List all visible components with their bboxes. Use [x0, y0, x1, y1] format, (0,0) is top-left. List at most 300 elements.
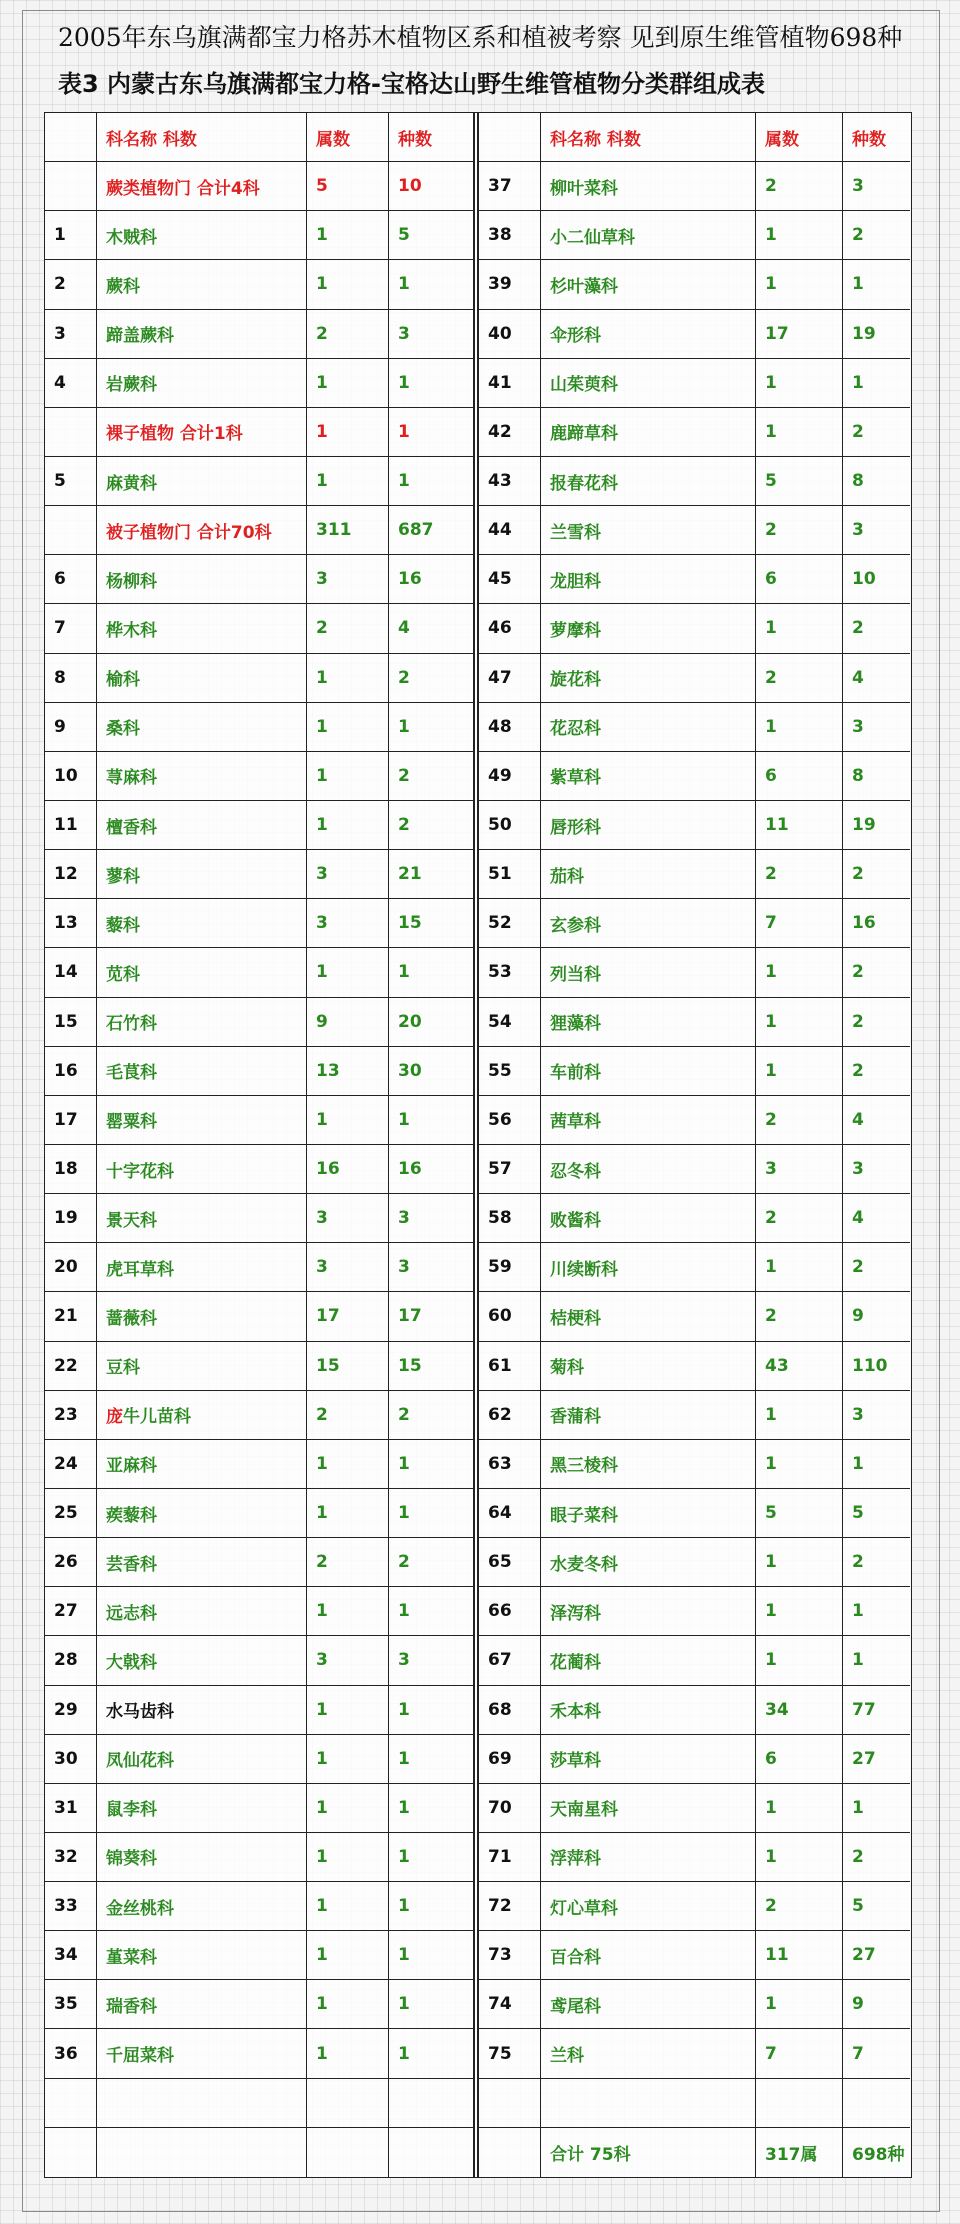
family-name: 毛茛科 [97, 1047, 307, 1095]
family-name: 兰科 [541, 2029, 756, 2077]
species-count: 19 [852, 323, 876, 344]
genus-count: 3 [307, 555, 389, 603]
genus-count: 1 [307, 211, 389, 259]
species-count [389, 2128, 473, 2177]
genus-count: 1 [756, 359, 843, 407]
species-count: 4 [852, 1208, 864, 1229]
genus-count: 2 [756, 1292, 843, 1340]
family-name: 泽泻科 [541, 1587, 756, 1635]
species-count: 2 [852, 962, 864, 983]
table-row [45, 899, 473, 948]
table-row [45, 654, 473, 703]
table-row [45, 1342, 473, 1391]
table-header-row [479, 113, 910, 162]
genus-count: 5 [756, 1489, 843, 1537]
family-name: 山茱萸科 [541, 359, 756, 407]
genus-count: 11 [756, 1931, 843, 1979]
species-count: 2 [852, 864, 864, 885]
table-row [479, 1342, 910, 1391]
genus-count: 1 [307, 703, 389, 751]
species-count: 20 [398, 1011, 422, 1032]
species-count: 1 [398, 372, 410, 393]
family-name: 藜科 [97, 899, 307, 947]
species-count: 2 [852, 421, 864, 442]
table-row [479, 310, 910, 359]
species-count: 1 [398, 274, 410, 295]
species-count: 3 [398, 1208, 410, 1229]
genus-count: 7 [756, 2029, 843, 2077]
species-count: 3 [852, 716, 864, 737]
table-row [479, 1440, 910, 1489]
species-count: 2 [398, 1552, 410, 1573]
genus-count: 16 [307, 1145, 389, 1193]
family-name: 败酱科 [541, 1194, 756, 1242]
species-count: 2 [398, 667, 410, 688]
table-row [45, 752, 473, 801]
row-index [45, 506, 97, 554]
row-index [45, 2079, 97, 2127]
family-name: 狸藻科 [541, 998, 756, 1046]
genus-count: 1 [756, 1636, 843, 1684]
genus-count [307, 2079, 389, 2127]
table-row [479, 1292, 910, 1341]
species-count: 16 [852, 913, 876, 934]
table-row [45, 1243, 473, 1292]
family-name: 花忍科 [541, 703, 756, 751]
genus-count: 2 [756, 506, 843, 554]
family-name: 被子植物门 合计70科 [97, 506, 307, 554]
row-index: 71 [479, 1833, 541, 1881]
row-index: 12 [45, 850, 97, 898]
table-row [45, 260, 473, 309]
row-index: 16 [45, 1047, 97, 1095]
genus-count: 1 [307, 260, 389, 308]
header-family-name: 科名称 科数 [541, 113, 756, 161]
row-index: 53 [479, 948, 541, 996]
table-row [45, 1047, 473, 1096]
family-name: 石竹科 [97, 998, 307, 1046]
row-index: 43 [479, 457, 541, 505]
row-index: 35 [45, 1980, 97, 2028]
species-count: 1 [398, 1896, 410, 1917]
genus-count: 311 [307, 506, 389, 554]
table-row [479, 1636, 910, 1685]
species-count: 5 [852, 1503, 864, 1523]
row-index: 36 [45, 2029, 97, 2077]
row-index: 30 [45, 1735, 97, 1783]
genus-count: 1 [307, 1931, 389, 1979]
genus-count: 3 [307, 1243, 389, 1291]
family-name: 浮萍科 [541, 1833, 756, 1881]
family-name: 亚麻科 [97, 1440, 307, 1488]
table-row [45, 1686, 473, 1735]
family-name: 天南星科 [541, 1784, 756, 1832]
family-name: 伞形科 [541, 310, 756, 358]
table-row [45, 1391, 473, 1440]
species-count: 4 [852, 1109, 864, 1130]
row-index: 29 [45, 1686, 97, 1734]
row-index: 25 [45, 1489, 97, 1537]
genus-count: 3 [307, 899, 389, 947]
genus-count: 1 [756, 211, 843, 259]
family-name: 川续断科 [541, 1243, 756, 1291]
table-row [479, 1587, 910, 1636]
genus-count: 1 [307, 457, 389, 505]
genus-count: 7 [756, 899, 843, 947]
family-name: 蒺藜科 [97, 1489, 307, 1537]
family-name: 菊科 [541, 1342, 756, 1390]
row-index: 52 [479, 899, 541, 947]
genus-count: 2 [756, 1194, 843, 1242]
table-row [45, 801, 473, 850]
family-name: 蕨科 [97, 260, 307, 308]
table-row [45, 162, 473, 211]
species-count: 1 [398, 962, 410, 983]
table-row [45, 1636, 473, 1685]
row-index: 46 [479, 604, 541, 652]
row-index: 11 [45, 801, 97, 849]
genus-count: 6 [756, 1735, 843, 1783]
species-count: 1 [398, 1601, 410, 1622]
species-count: 15 [398, 913, 422, 934]
genus-count: 2 [756, 1096, 843, 1144]
genus-count: 3 [756, 1145, 843, 1193]
genus-count: 1 [307, 1833, 389, 1881]
table-row [45, 1145, 473, 1194]
family-name: 香蒲科 [541, 1391, 756, 1439]
family-name: 虎耳草科 [97, 1243, 307, 1291]
row-index: 19 [45, 1194, 97, 1242]
species-count: 16 [398, 1159, 422, 1180]
row-index: 49 [479, 752, 541, 800]
table-row [45, 555, 473, 604]
genus-count: 1 [756, 1440, 843, 1488]
row-index [45, 162, 97, 210]
family-name: 桑科 [97, 703, 307, 751]
species-count: 21 [398, 864, 422, 885]
family-name: 黑三棱科 [541, 1440, 756, 1488]
species-count: 5 [398, 225, 410, 246]
species-count: 4 [398, 618, 410, 639]
row-index: 57 [479, 1145, 541, 1193]
species-count: 9 [852, 1306, 864, 1327]
row-index: 66 [479, 1587, 541, 1635]
table-row [45, 703, 473, 752]
species-count: 1 [398, 1699, 410, 1720]
row-index: 63 [479, 1440, 541, 1488]
species-count: 1 [398, 1846, 410, 1867]
species-count: 1 [398, 716, 410, 737]
table-row [45, 457, 473, 506]
table-row [479, 506, 910, 555]
row-index: 15 [45, 998, 97, 1046]
genus-count: 2 [307, 1391, 389, 1439]
family-name: 水麦冬科 [541, 1538, 756, 1586]
family-name: 玄参科 [541, 899, 756, 947]
family-name: 蓼科 [97, 850, 307, 898]
family-name: 车前科 [541, 1047, 756, 1095]
family-name: 灯心草科 [541, 1882, 756, 1930]
family-name: 蕨类植物门 合计4科 [97, 162, 307, 210]
family-name: 龙胆科 [541, 555, 756, 603]
genus-count: 1 [307, 1980, 389, 2028]
family-name: 豆科 [97, 1342, 307, 1390]
genus-count: 2 [307, 604, 389, 652]
page-title: 2005年东乌旗满都宝力格苏木植物区系和植被考察 见到原生维管植物698种 [58, 23, 903, 52]
genus-count: 1 [756, 1538, 843, 1586]
genus-count: 2 [756, 162, 843, 210]
table-row [45, 1882, 473, 1931]
family-name: 桔梗科 [541, 1292, 756, 1340]
genus-count: 34 [756, 1686, 843, 1734]
row-index: 64 [479, 1489, 541, 1537]
genus-count: 9 [307, 998, 389, 1046]
table-row [45, 1096, 473, 1145]
species-count: 2 [852, 618, 864, 639]
species-count: 4 [852, 667, 864, 688]
genus-count: 3 [307, 1636, 389, 1684]
species-count: 10 [398, 176, 422, 197]
family-name-prefix: 庞 [106, 1407, 123, 1428]
species-count: 8 [852, 471, 864, 492]
genus-count: 1 [756, 604, 843, 652]
genus-count: 1 [307, 1882, 389, 1930]
genus-count: 1 [756, 1391, 843, 1439]
row-index: 7 [45, 604, 97, 652]
table-header-row [45, 113, 473, 162]
empty-row [45, 2079, 473, 2128]
table-row [479, 654, 910, 703]
species-count: 1 [398, 1503, 410, 1523]
family-name: 禾本科 [541, 1686, 756, 1734]
species-count: 2 [398, 1404, 410, 1425]
genus-count: 1 [756, 408, 843, 456]
row-index: 44 [479, 506, 541, 554]
genus-count: 1 [307, 1686, 389, 1734]
row-index: 67 [479, 1636, 541, 1684]
header-index-cell [479, 113, 541, 161]
species-count: 1 [852, 372, 864, 393]
genus-count: 1 [756, 1047, 843, 1095]
row-index [45, 408, 97, 456]
genus-count: 2 [307, 1538, 389, 1586]
row-index: 8 [45, 654, 97, 702]
row-index: 74 [479, 1980, 541, 2028]
table-row [479, 1391, 910, 1440]
table-row [45, 604, 473, 653]
row-index: 47 [479, 654, 541, 702]
row-index: 6 [45, 555, 97, 603]
species-count: 2 [852, 1552, 864, 1573]
genus-count: 43 [756, 1342, 843, 1390]
table-row [45, 1735, 473, 1784]
species-count: 77 [852, 1699, 876, 1720]
table-row [479, 211, 910, 260]
table-row [479, 457, 910, 506]
family-name: 堇菜科 [97, 1931, 307, 1979]
species-count: 27 [852, 1945, 876, 1966]
family-name: 大戟科 [97, 1636, 307, 1684]
table-row [45, 506, 473, 555]
species-count: 17 [398, 1306, 422, 1327]
row-index: 3 [45, 310, 97, 358]
species-count: 5 [852, 1896, 864, 1917]
row-index: 33 [45, 1882, 97, 1930]
species-count: 1 [852, 1650, 864, 1671]
table-row [45, 850, 473, 899]
genus-count: 1 [756, 998, 843, 1046]
table-row [479, 1735, 910, 1784]
row-index: 18 [45, 1145, 97, 1193]
table-row [45, 1194, 473, 1243]
family-name: 瑞香科 [97, 1980, 307, 2028]
genus-count: 1 [307, 1784, 389, 1832]
table-row [479, 2128, 910, 2177]
table-row [45, 1980, 473, 2029]
row-index [479, 2128, 541, 2177]
row-index: 61 [479, 1342, 541, 1390]
row-index: 1 [45, 211, 97, 259]
empty-row [479, 2079, 910, 2128]
table-row [479, 1096, 910, 1145]
genus-count: 1 [756, 703, 843, 751]
genus-count: 1 [307, 2029, 389, 2077]
row-index: 5 [45, 457, 97, 505]
family-name: 杉叶藻科 [541, 260, 756, 308]
genus-count: 2 [756, 654, 843, 702]
row-index: 68 [479, 1686, 541, 1734]
taxa-table [44, 112, 912, 2178]
species-count: 10 [852, 569, 876, 590]
species-count: 2 [398, 815, 410, 836]
row-index: 10 [45, 752, 97, 800]
table-row [45, 1784, 473, 1833]
family-name: 鹿蹄草科 [541, 408, 756, 456]
family-name: 千屈菜科 [97, 2029, 307, 2077]
species-count: 1 [398, 421, 410, 442]
family-name: 莎草科 [541, 1735, 756, 1783]
family-name: 鼠李科 [97, 1784, 307, 1832]
family-name: 眼子菜科 [541, 1489, 756, 1537]
table-row [45, 1587, 473, 1636]
table-right-half [479, 113, 910, 2177]
genus-count: 1 [756, 1833, 843, 1881]
row-index: 56 [479, 1096, 541, 1144]
row-index: 23 [45, 1391, 97, 1439]
family-name [541, 2079, 756, 2127]
family-name: 金丝桃科 [97, 1882, 307, 1930]
species-count: 3 [852, 176, 864, 197]
species-count: 110 [852, 1355, 888, 1376]
family-name: 唇形科 [541, 801, 756, 849]
family-name: 百合科 [541, 1931, 756, 1979]
family-name: 远志科 [97, 1587, 307, 1635]
species-count: 1 [398, 1453, 410, 1474]
row-index: 60 [479, 1292, 541, 1340]
table-row [479, 1047, 910, 1096]
table-row [45, 1440, 473, 1489]
family-name: 裸子植物 合计1科 [97, 408, 307, 456]
row-index: 55 [479, 1047, 541, 1095]
genus-count: 3 [307, 850, 389, 898]
table-row [479, 408, 910, 457]
header-genus-count: 属数 [756, 113, 843, 161]
species-count: 2 [852, 1257, 864, 1278]
family-name: 报春花科 [541, 457, 756, 505]
family-name: 荨麻科 [97, 752, 307, 800]
table-row [479, 260, 910, 309]
genus-count [756, 2079, 843, 2127]
row-index: 72 [479, 1882, 541, 1930]
genus-count: 1 [307, 408, 389, 456]
genus-count: 1 [307, 1735, 389, 1783]
species-count: 3 [852, 1404, 864, 1425]
genus-count: 1 [307, 654, 389, 702]
genus-count: 1 [307, 1096, 389, 1144]
row-index: 73 [479, 1931, 541, 1979]
family-name: 锦葵科 [97, 1833, 307, 1881]
genus-count: 1 [307, 948, 389, 996]
genus-count: 13 [307, 1047, 389, 1095]
genus-count: 3 [307, 1194, 389, 1242]
table-row [479, 1686, 910, 1735]
table-row [45, 310, 473, 359]
species-count: 7 [852, 2043, 864, 2064]
row-index: 13 [45, 899, 97, 947]
row-index: 62 [479, 1391, 541, 1439]
family-name [97, 1391, 307, 1439]
species-count: 30 [398, 1060, 422, 1081]
genus-count: 1 [307, 752, 389, 800]
genus-count: 11 [756, 801, 843, 849]
family-name: 罂粟科 [97, 1096, 307, 1144]
table-row [479, 801, 910, 850]
table-row [479, 850, 910, 899]
species-count: 3 [398, 1257, 410, 1278]
row-index: 38 [479, 211, 541, 259]
family-name: 合计 75科 [541, 2128, 756, 2177]
row-index: 54 [479, 998, 541, 1046]
row-index: 37 [479, 162, 541, 210]
genus-count: 1 [307, 801, 389, 849]
family-name: 茜草科 [541, 1096, 756, 1144]
table-row [479, 359, 910, 408]
family-name: 麻黄科 [97, 457, 307, 505]
table-row [479, 1931, 910, 1980]
row-index: 39 [479, 260, 541, 308]
species-count: 2 [398, 765, 410, 786]
species-count [389, 2079, 473, 2127]
table-row [479, 604, 910, 653]
species-count: 19 [852, 815, 876, 836]
family-name: 岩蕨科 [97, 359, 307, 407]
table-row [45, 1489, 473, 1538]
header-index-cell [45, 113, 97, 161]
row-index: 50 [479, 801, 541, 849]
family-name: 十字花科 [97, 1145, 307, 1193]
family-name: 茄科 [541, 850, 756, 898]
row-index: 21 [45, 1292, 97, 1340]
table-row [479, 1833, 910, 1882]
table-row [45, 1292, 473, 1341]
species-count: 3 [398, 323, 410, 344]
row-index: 69 [479, 1735, 541, 1783]
family-name: 忍冬科 [541, 1145, 756, 1193]
family-name [97, 2079, 307, 2127]
row-index: 26 [45, 1538, 97, 1586]
row-index: 31 [45, 1784, 97, 1832]
species-count: 3 [398, 1650, 410, 1671]
